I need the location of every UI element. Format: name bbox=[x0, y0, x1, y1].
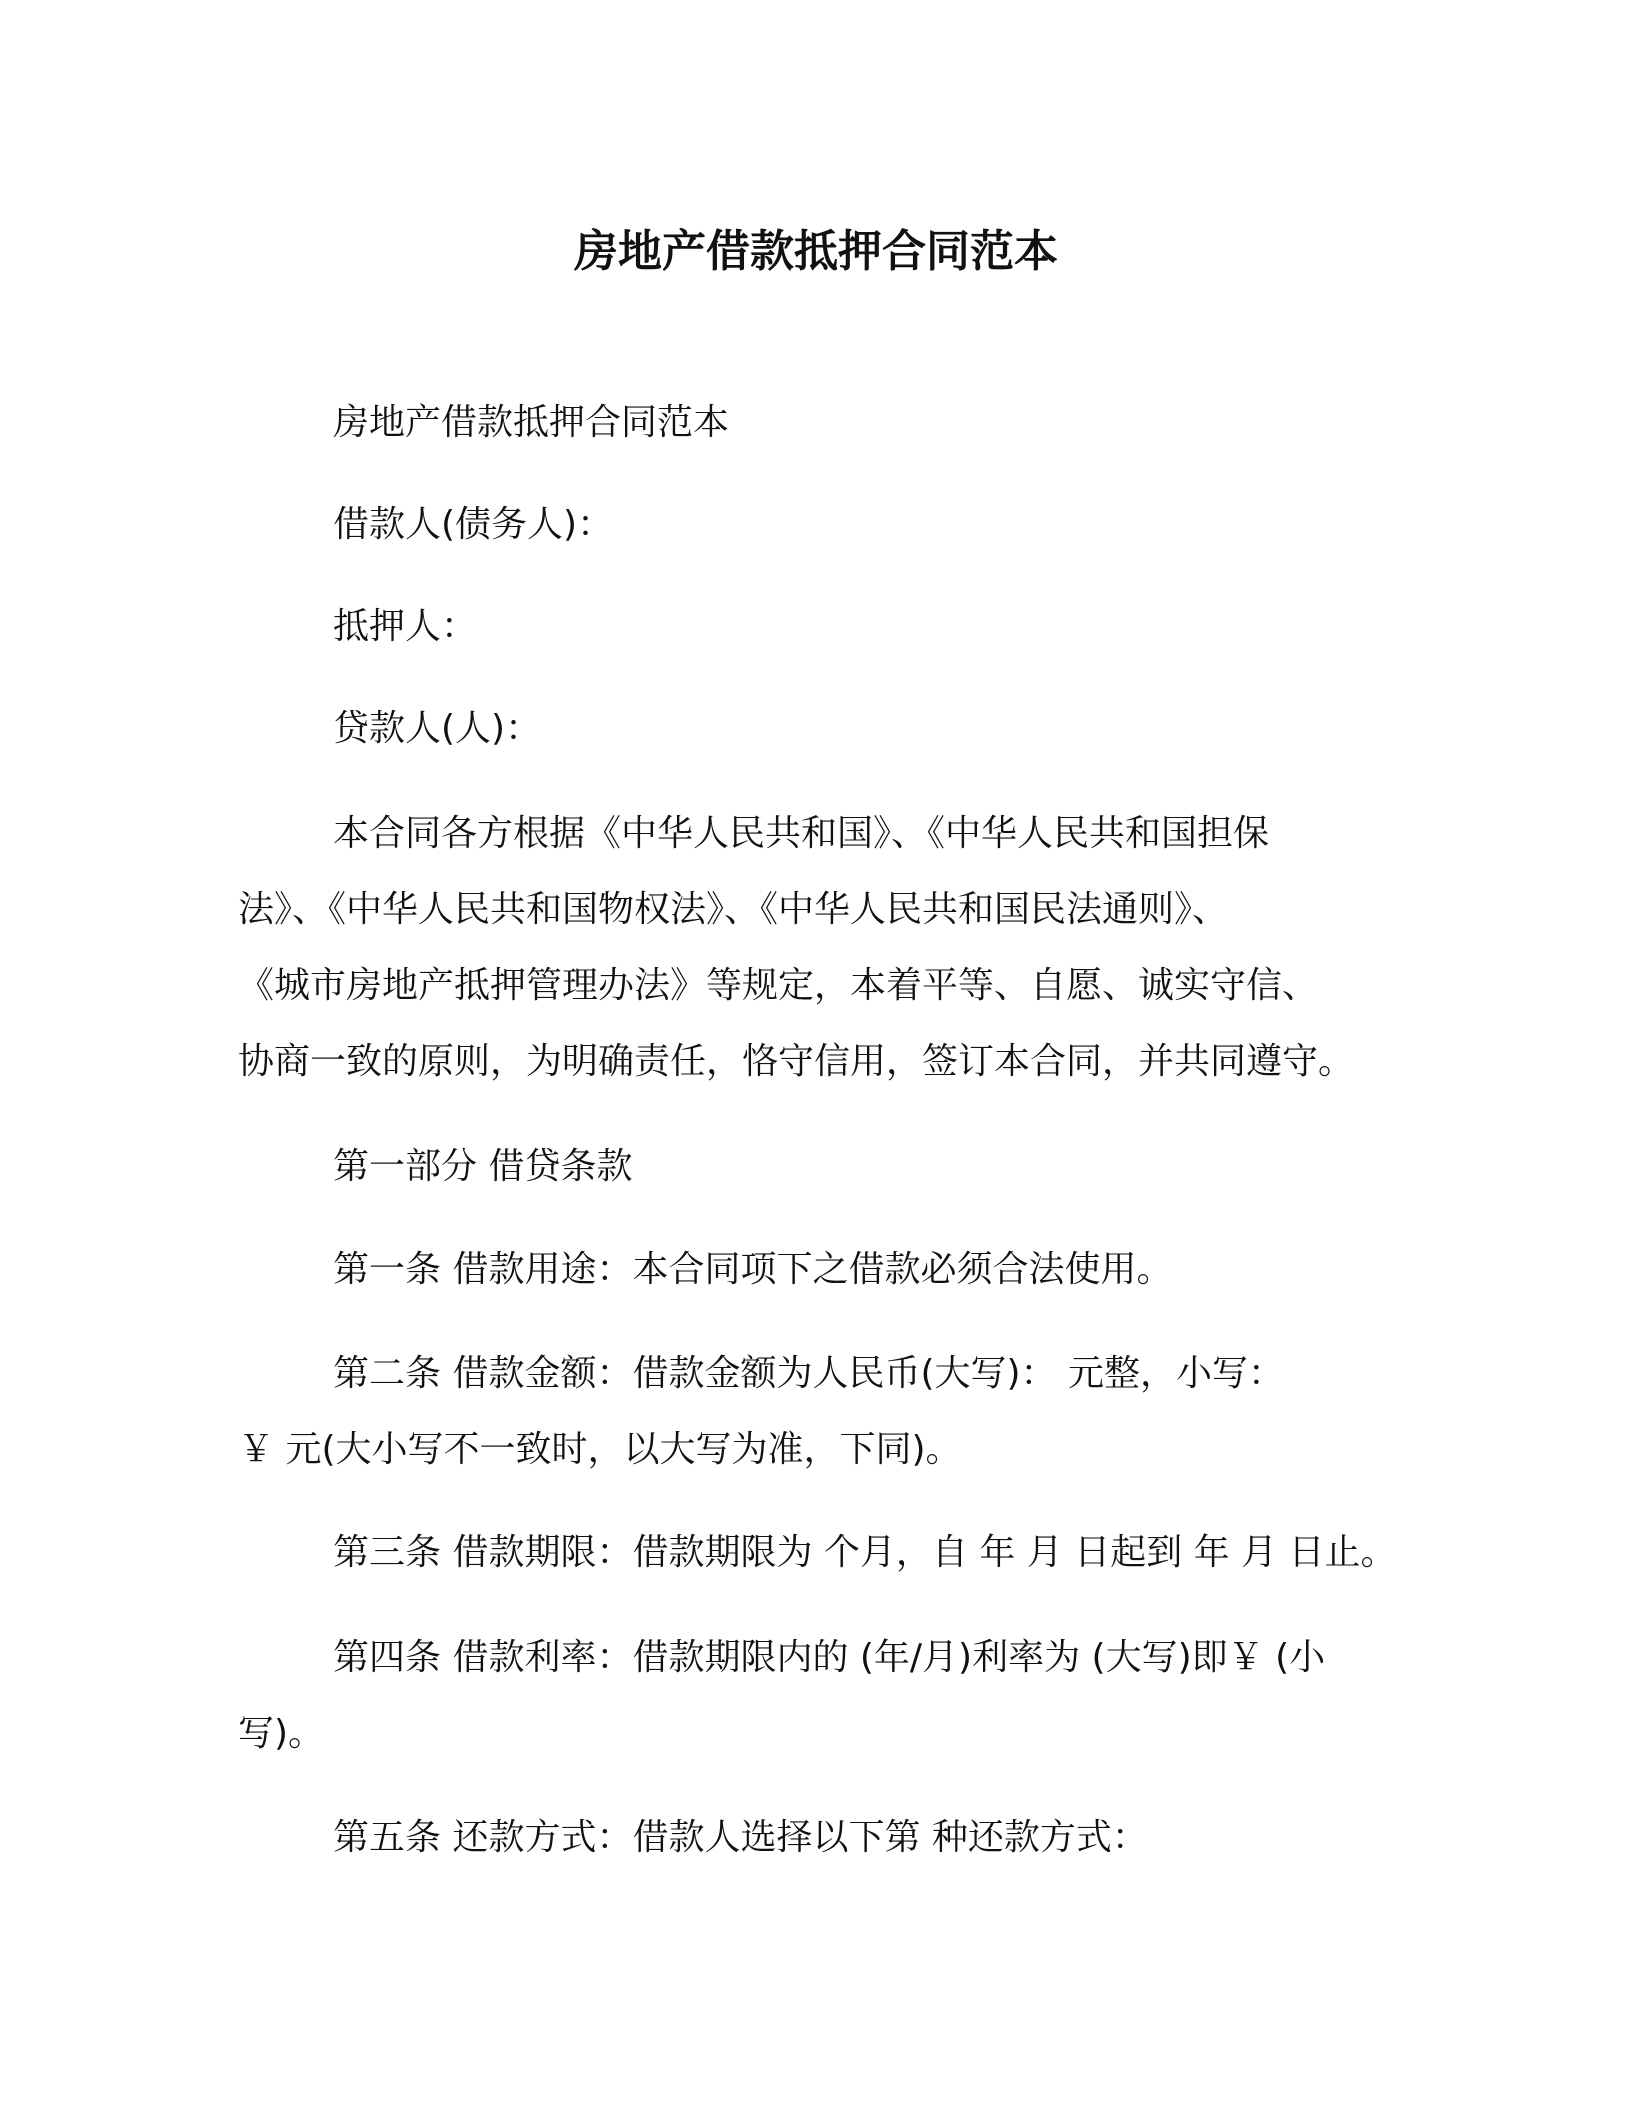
borrower-line: 借款人(债务人)： bbox=[333, 504, 614, 545]
article-4-line-2: 写)。 bbox=[238, 1713, 325, 1754]
preamble-line-2: 法》、《中华人民共和国物权法》、《中华人民共和国民法通则》、 bbox=[238, 889, 1229, 930]
article-2-line-2: ￥ 元(大小写不一致时，以大写为准，下同)。 bbox=[238, 1429, 962, 1470]
article-2-line-1: 第二条 借款金额：借款金额为人民币(大写)： 元整，小写： bbox=[333, 1353, 1284, 1394]
preamble-line-4: 协商一致的原则，为明确责任，恪守信用，签订本合同，并共同遵守。 bbox=[238, 1041, 1355, 1082]
subtitle-line: 房地产借款抵押合同范本 bbox=[333, 402, 730, 443]
section-heading: 第一部分 借贷条款 bbox=[333, 1146, 633, 1187]
article-3-line: 第三条 借款期限：借款期限为 个月，自 年 月 日起到 年 月 日止。 bbox=[333, 1532, 1397, 1573]
mortgagor-line: 抵押人： bbox=[333, 606, 478, 647]
article-1-line: 第一条 借款用途：本合同项下之借款必须合法使用。 bbox=[333, 1249, 1173, 1290]
article-5-line: 第五条 还款方式：借款人选择以下第 种还款方式： bbox=[333, 1817, 1148, 1858]
preamble-line-3: 《城市房地产抵押管理办法》等规定，本着平等、自愿、诚实守信、 bbox=[238, 965, 1319, 1006]
document-title: 房地产借款抵押合同范本 bbox=[574, 226, 1058, 277]
lender-line: 贷款人(人)： bbox=[333, 708, 542, 749]
preamble-line-1: 本合同各方根据《中华人民共和国》、《中华人民共和国担保 bbox=[333, 813, 1270, 854]
article-4-line-1: 第四条 借款利率：借款期限内的 (年/月)利率为 (大写)即￥ (小 bbox=[333, 1637, 1326, 1678]
